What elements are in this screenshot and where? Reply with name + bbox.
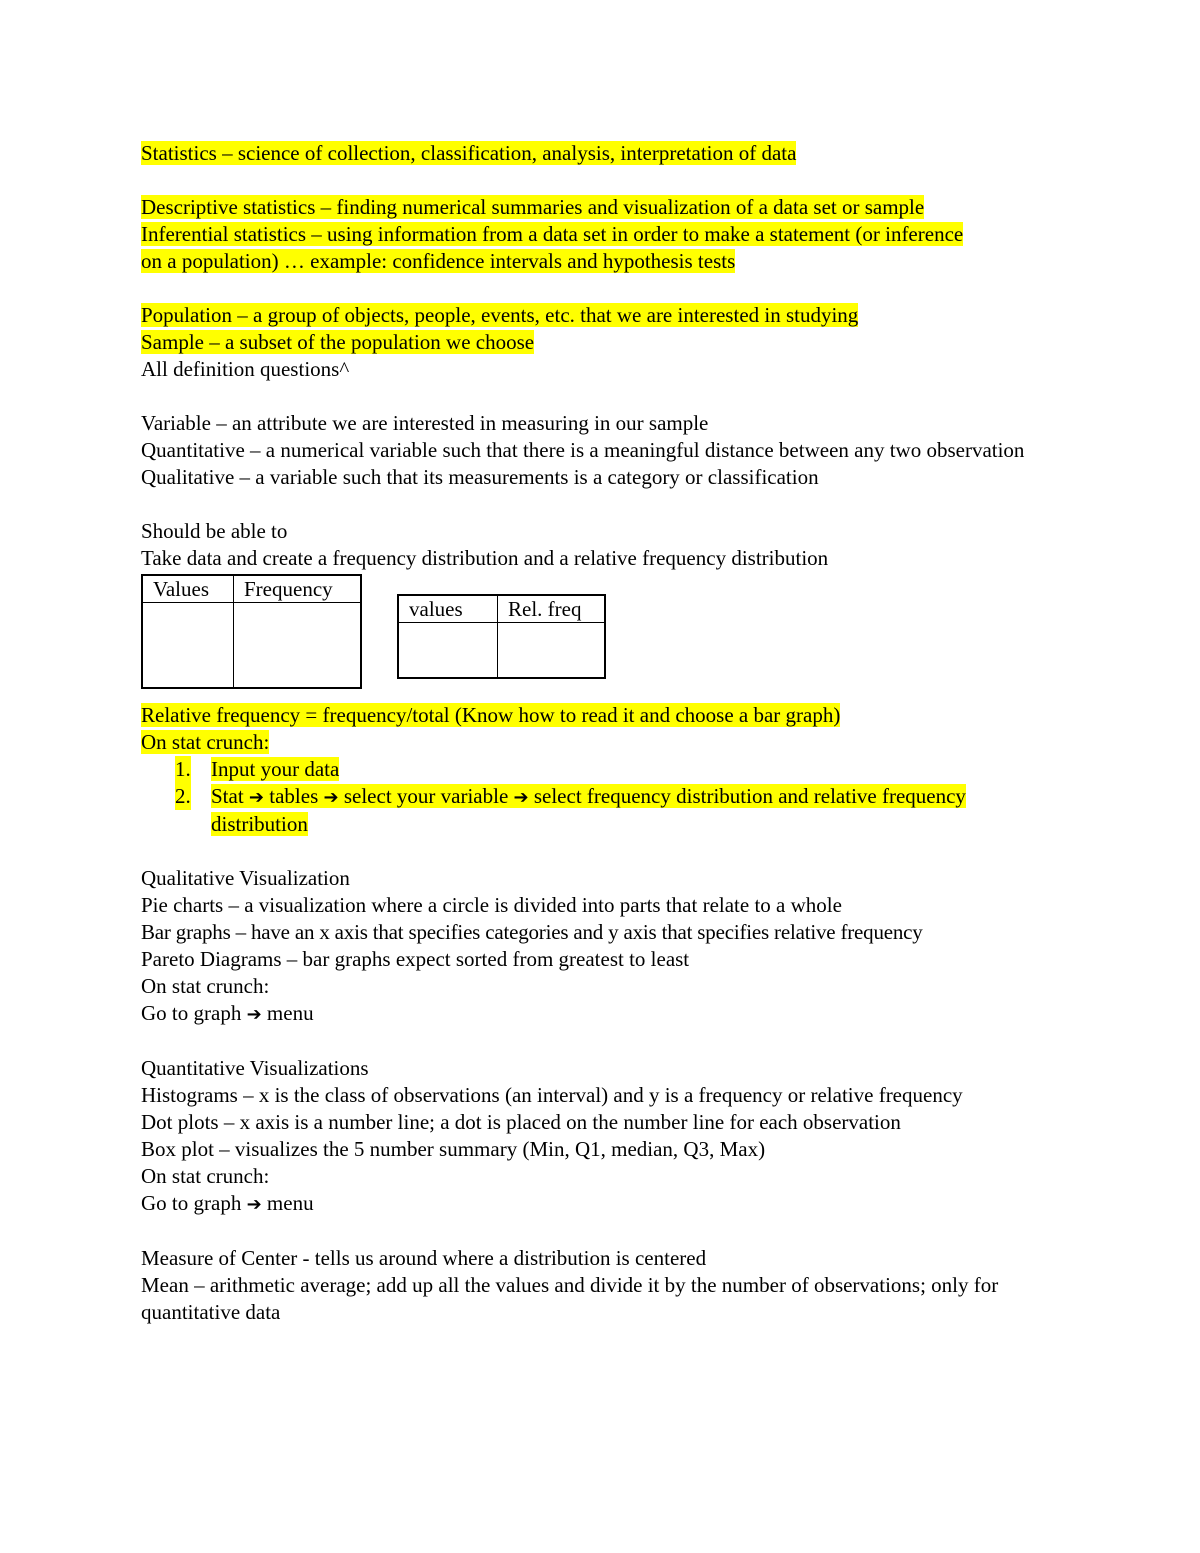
right-arrow-icon: ➔ [248, 787, 265, 808]
table-cell [234, 603, 362, 689]
table-cell [498, 623, 606, 679]
right-arrow-icon: ➔ [513, 787, 529, 808]
qualitative-visualization-heading: Qualitative Visualization [141, 866, 350, 890]
stat-crunch-steps [141, 756, 1071, 838]
step-number: 1. [175, 757, 191, 781]
on-stat-crunch-label: On stat crunch: [141, 974, 270, 998]
table-header-row [398, 595, 605, 623]
relative-frequency-table [397, 594, 606, 679]
goto-graph-text: Go to graph [141, 1001, 247, 1025]
box-plot-definition: Box plot – visualizes the 5 number summary (Min, Q1, median, Q3, Max) [141, 1137, 766, 1161]
table-cell [142, 603, 234, 689]
list-item [141, 756, 1071, 783]
statistics-definition: Statistics – science of collection, classification, analysis, interpretation of data [141, 141, 797, 165]
should-be-able-heading: Should be able to [141, 519, 288, 543]
frequency-distribution-table [141, 574, 362, 689]
values-header: Values [142, 575, 234, 603]
quantitative-visualizations-heading: Quantitative Visualizations [141, 1056, 369, 1080]
step-text: Input your data [211, 757, 340, 781]
frequency-header: Frequency [234, 575, 362, 603]
table-row [398, 623, 605, 679]
all-definition-note: All definition questions^ [141, 357, 350, 381]
qualitative-definition: Qualitative – a variable such that its measurements is a category or classification [141, 465, 819, 489]
step-text: select your variable [338, 784, 514, 808]
pareto-definition: Pareto Diagrams – bar graphs expect sorted from greatest to least [141, 947, 690, 971]
step-text: select frequency distribution and relative frequency distribution [211, 784, 966, 836]
take-data-instruction: Take data and create a frequency distribution and a relative frequency distribution [141, 546, 829, 570]
pie-charts-definition: Pie charts – a visualization where a circle is divided into parts that relate to a whole [141, 893, 842, 917]
values-header: values [398, 595, 498, 623]
table-cell [398, 623, 498, 679]
table-header-row [142, 575, 361, 603]
variable-definition: Variable – an attribute we are interested in measuring in our sample [141, 411, 709, 435]
rel-freq-header: Rel. freq [498, 595, 606, 623]
quantitative-definition: Quantitative – a numerical variable such that there is a meaningful distance between any two observation [141, 438, 1025, 462]
goto-graph-text: Go to graph [141, 1191, 247, 1215]
inferential-statistics-definition: Inferential statistics – using information from a data set in order to make a statement (or inference on a population) … example: confidence intervals and hypothesis tests [141, 222, 964, 273]
step-text: tables [264, 784, 324, 808]
right-arrow-icon: ➔ [246, 1004, 262, 1025]
mean-definition: Mean – arithmetic average; add up all the values and divide it by the number of observations; only for quantitative data [141, 1273, 999, 1324]
frequency-tables [141, 572, 1071, 702]
menu-text: menu [261, 1191, 314, 1215]
step-number: 2. [175, 784, 191, 808]
histograms-definition: Histograms – x is the class of observations (an interval) and y is a frequency or relative frequency [141, 1083, 963, 1107]
right-arrow-icon: ➔ [246, 1194, 262, 1215]
dot-plots-definition: Dot plots – x axis is a number line; a dot is placed on the number line for each observation [141, 1110, 901, 1134]
measure-of-center-heading: Measure of Center - tells us around where a distribution is centered [141, 1246, 707, 1270]
on-stat-crunch-label: On stat crunch: [141, 730, 270, 754]
table-row [142, 603, 361, 689]
sample-definition: Sample – a subset of the population we choose [141, 330, 535, 354]
list-item [141, 783, 1001, 838]
descriptive-statistics-definition: Descriptive statistics – finding numerical summaries and visualization of a data set or sample [141, 195, 925, 219]
document-body [141, 140, 1071, 1326]
on-stat-crunch-label: On stat crunch: [141, 1164, 270, 1188]
bar-graphs-definition: Bar graphs – have an x axis that specifies categories and y axis that specifies relative frequency [141, 920, 923, 944]
menu-text: menu [261, 1001, 314, 1025]
relative-frequency-formula: Relative frequency = frequency/total (Know how to read it and choose a bar graph) [141, 703, 841, 727]
right-arrow-icon: ➔ [323, 787, 339, 808]
step-text: Stat [211, 784, 249, 808]
population-definition: Population – a group of objects, people, events, etc. that we are interested in studying [141, 303, 859, 327]
